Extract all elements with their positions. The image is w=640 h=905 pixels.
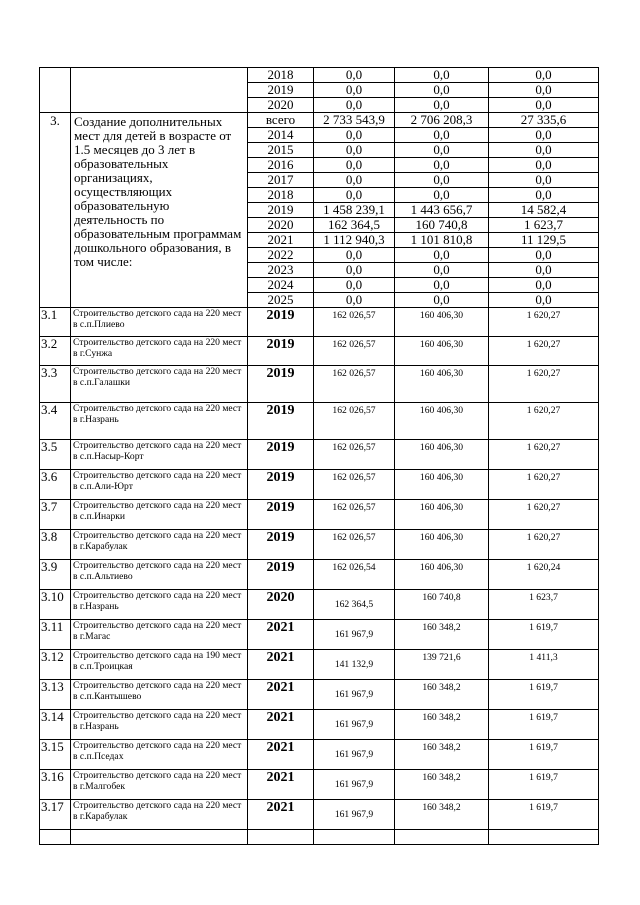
table-row	[40, 337, 599, 366]
total-cell: 0,0	[314, 128, 395, 143]
year-cell: 2024	[248, 278, 314, 293]
regional-cell: 1 620,27	[489, 337, 599, 366]
regional-cell: 1 620,27	[489, 470, 599, 500]
project-name: Строительство детского сада на 220 мест в с.п.Инарки	[71, 500, 248, 530]
regional-cell: 0,0	[489, 83, 599, 98]
total-cell: 162 026,54	[314, 560, 395, 590]
year-cell: 2019	[248, 560, 314, 590]
total-cell: 0,0	[314, 293, 395, 308]
table-row	[40, 740, 599, 770]
federal-cell: 160 406,30	[395, 500, 489, 530]
item-number: 3.6	[40, 470, 71, 500]
item-number: 3.11	[40, 620, 71, 650]
federal-cell: 160 740,8	[395, 590, 489, 620]
table-row	[40, 366, 599, 403]
total-cell: 0,0	[314, 98, 395, 113]
regional-cell: 0,0	[489, 173, 599, 188]
section-title: Создание дополнительных мест для детей в возрасте от 1.5 месяцев до 3 лет в образовательных организациях, осуществляющих образовательную деятельность по образовательным программам дошкольного образования, в том числе:	[71, 113, 248, 308]
empty-cell	[395, 830, 489, 845]
federal-cell: 160 740,8	[395, 218, 489, 233]
year-cell: 2021	[248, 770, 314, 800]
federal-cell: 0,0	[395, 278, 489, 293]
total-cell: 0,0	[314, 143, 395, 158]
item-number: 3.5	[40, 440, 71, 470]
total-cell: 161 967,9	[314, 620, 395, 650]
regional-cell: 1 619,7	[489, 620, 599, 650]
regional-cell: 0,0	[489, 263, 599, 278]
item-number: 3.1	[40, 308, 71, 337]
total-cell: 162 026,57	[314, 530, 395, 560]
total-cell: 162 026,57	[314, 337, 395, 366]
total-cell: 161 967,9	[314, 770, 395, 800]
year-cell: 2019	[248, 366, 314, 403]
federal-cell: 160 406,30	[395, 560, 489, 590]
table-row	[40, 470, 599, 500]
item-number: 3.9	[40, 560, 71, 590]
table-row	[40, 113, 599, 128]
item-number: 3.12	[40, 650, 71, 680]
empty-number-cell	[40, 68, 71, 113]
regional-cell: 0,0	[489, 293, 599, 308]
regional-cell: 0,0	[489, 248, 599, 263]
regional-cell: 1 620,27	[489, 403, 599, 440]
total-cell: 0,0	[314, 68, 395, 83]
federal-cell: 0,0	[395, 173, 489, 188]
year-cell: 2023	[248, 263, 314, 278]
federal-cell: 160 406,30	[395, 440, 489, 470]
regional-cell: 1 623,7	[489, 590, 599, 620]
year-cell: 2015	[248, 143, 314, 158]
year-cell: 2021	[248, 800, 314, 830]
project-name: Строительство детского сада на 220 мест в г.Карабулак	[71, 530, 248, 560]
year-cell: 2019	[248, 203, 314, 218]
federal-cell: 160 406,30	[395, 470, 489, 500]
project-name: Строительство детского сада на 220 мест в с.п.Галашки	[71, 366, 248, 403]
year-cell: 2018	[248, 68, 314, 83]
federal-cell: 0,0	[395, 263, 489, 278]
regional-cell: 27 335,6	[489, 113, 599, 128]
year-cell: 2020	[248, 98, 314, 113]
item-number: 3.2	[40, 337, 71, 366]
year-cell: 2021	[248, 233, 314, 248]
table-row	[40, 530, 599, 560]
table-row	[40, 800, 599, 830]
item-number: 3.8	[40, 530, 71, 560]
project-name: Строительство детского сада на 220 мест в г.Назрань	[71, 710, 248, 740]
year-cell: 2019	[248, 440, 314, 470]
total-cell: 162 026,57	[314, 440, 395, 470]
project-name: Строительство детского сада на 220 мест в с.п.Альтиево	[71, 560, 248, 590]
project-name: Строительство детского сада на 220 мест в с.п.Пседах	[71, 740, 248, 770]
federal-cell: 160 348,2	[395, 680, 489, 710]
empty-cell	[314, 830, 395, 845]
year-cell: 2016	[248, 158, 314, 173]
total-cell: 0,0	[314, 83, 395, 98]
year-cell: 2019	[248, 337, 314, 366]
regional-cell: 0,0	[489, 158, 599, 173]
regional-cell: 1 620,27	[489, 530, 599, 560]
table-row	[40, 590, 599, 620]
regional-cell: 0,0	[489, 143, 599, 158]
federal-cell: 0,0	[395, 68, 489, 83]
regional-cell: 0,0	[489, 188, 599, 203]
year-cell: 2019	[248, 308, 314, 337]
federal-cell: 160 348,2	[395, 710, 489, 740]
table-row	[40, 680, 599, 710]
federal-cell: 1 101 810,8	[395, 233, 489, 248]
total-cell: 141 132,9	[314, 650, 395, 680]
year-cell: 2019	[248, 500, 314, 530]
regional-cell: 1 619,7	[489, 740, 599, 770]
empty-cell	[489, 830, 599, 845]
regional-cell: 11 129,5	[489, 233, 599, 248]
year-cell: 2018	[248, 188, 314, 203]
item-number: 3.15	[40, 740, 71, 770]
federal-cell: 0,0	[395, 98, 489, 113]
total-cell: 1 458 239,1	[314, 203, 395, 218]
total-cell: 0,0	[314, 173, 395, 188]
regional-cell: 1 619,7	[489, 770, 599, 800]
year-cell: 2021	[248, 620, 314, 650]
year-cell: 2019	[248, 470, 314, 500]
federal-cell: 139 721,6	[395, 650, 489, 680]
project-name: Строительство детского сада на 220 мест в с.п.Али-Юрт	[71, 470, 248, 500]
regional-cell: 0,0	[489, 128, 599, 143]
empty-cell	[248, 830, 314, 845]
regional-cell: 0,0	[489, 68, 599, 83]
item-number: 3.17	[40, 800, 71, 830]
year-cell: 2019	[248, 403, 314, 440]
regional-cell: 1 623,7	[489, 218, 599, 233]
total-cell: 162 026,57	[314, 308, 395, 337]
project-name: Строительство детского сада на 220 мест в г.Назрань	[71, 403, 248, 440]
total-cell: 161 967,9	[314, 740, 395, 770]
total-cell: 161 967,9	[314, 680, 395, 710]
total-cell: 162 364,5	[314, 590, 395, 620]
project-name: Строительство детского сада на 220 мест в с.п.Кантышево	[71, 680, 248, 710]
year-cell: 2025	[248, 293, 314, 308]
project-name: Строительство детского сада на 220 мест в г.Назрань	[71, 590, 248, 620]
total-cell: 161 967,9	[314, 800, 395, 830]
regional-cell: 1 619,7	[489, 800, 599, 830]
table-row	[40, 500, 599, 530]
total-cell: 162 026,57	[314, 500, 395, 530]
year-cell: 2017	[248, 173, 314, 188]
table-row	[40, 68, 599, 83]
total-cell: 0,0	[314, 188, 395, 203]
federal-cell: 0,0	[395, 158, 489, 173]
federal-cell: 160 406,30	[395, 337, 489, 366]
total-cell: 162 026,57	[314, 366, 395, 403]
total-cell: 0,0	[314, 278, 395, 293]
total-cell: 2 733 543,9	[314, 113, 395, 128]
regional-cell: 1 620,27	[489, 440, 599, 470]
regional-cell: 1 619,7	[489, 680, 599, 710]
table-row	[40, 620, 599, 650]
item-number: 3.3	[40, 366, 71, 403]
regional-cell: 1 620,24	[489, 560, 599, 590]
table-row	[40, 710, 599, 740]
total-cell: 162 364,5	[314, 218, 395, 233]
federal-cell: 0,0	[395, 248, 489, 263]
regional-cell: 1 619,7	[489, 710, 599, 740]
federal-cell: 160 348,2	[395, 800, 489, 830]
year-cell: 2022	[248, 248, 314, 263]
empty-row	[40, 830, 599, 845]
project-name: Строительство детского сада на 220 мест в г.Карабулак	[71, 800, 248, 830]
total-cell: 1 112 940,3	[314, 233, 395, 248]
federal-cell: 2 706 208,3	[395, 113, 489, 128]
federal-cell: 160 406,30	[395, 403, 489, 440]
year-cell: 2021	[248, 650, 314, 680]
federal-cell: 160 348,2	[395, 620, 489, 650]
federal-cell: 160 406,30	[395, 308, 489, 337]
project-name: Строительство детского сада на 220 мест в с.п.Плиево	[71, 308, 248, 337]
table-row	[40, 770, 599, 800]
federal-cell: 0,0	[395, 128, 489, 143]
federal-cell: 160 348,2	[395, 740, 489, 770]
total-cell: 162 026,57	[314, 470, 395, 500]
section-number: 3.	[40, 113, 71, 308]
year-cell: всего	[248, 113, 314, 128]
item-number: 3.16	[40, 770, 71, 800]
table-row	[40, 308, 599, 337]
federal-cell: 160 406,30	[395, 530, 489, 560]
project-name: Строительство детского сада на 220 мест в г.Сунжа	[71, 337, 248, 366]
regional-cell: 1 411,3	[489, 650, 599, 680]
total-cell: 162 026,57	[314, 403, 395, 440]
regional-cell: 0,0	[489, 278, 599, 293]
year-cell: 2020	[248, 218, 314, 233]
federal-cell: 0,0	[395, 188, 489, 203]
total-cell: 0,0	[314, 263, 395, 278]
regional-cell: 1 620,27	[489, 366, 599, 403]
year-cell: 2019	[248, 530, 314, 560]
table-row	[40, 440, 599, 470]
total-cell: 161 967,9	[314, 710, 395, 740]
item-number: 3.13	[40, 680, 71, 710]
item-number: 3.7	[40, 500, 71, 530]
year-cell: 2019	[248, 83, 314, 98]
year-cell: 2021	[248, 710, 314, 740]
federal-cell: 0,0	[395, 143, 489, 158]
empty-title-cell	[71, 68, 248, 113]
total-cell: 0,0	[314, 158, 395, 173]
table-row	[40, 403, 599, 440]
item-number: 3.10	[40, 590, 71, 620]
regional-cell: 0,0	[489, 98, 599, 113]
federal-cell: 1 443 656,7	[395, 203, 489, 218]
item-number: 3.4	[40, 403, 71, 440]
empty-cell	[40, 830, 71, 845]
year-cell: 2020	[248, 590, 314, 620]
regional-cell: 1 620,27	[489, 500, 599, 530]
federal-cell: 160 348,2	[395, 770, 489, 800]
funding-table	[39, 67, 599, 845]
federal-cell: 0,0	[395, 83, 489, 98]
project-name: Строительство детского сада на 220 мест в с.п.Насыр-Корт	[71, 440, 248, 470]
project-name: Строительство детского сада на 190 мест в с.п.Троицкая	[71, 650, 248, 680]
total-cell: 0,0	[314, 248, 395, 263]
table-row	[40, 560, 599, 590]
year-cell: 2021	[248, 740, 314, 770]
year-cell: 2021	[248, 680, 314, 710]
empty-cell	[71, 830, 248, 845]
year-cell: 2014	[248, 128, 314, 143]
federal-cell: 160 406,30	[395, 366, 489, 403]
item-number: 3.14	[40, 710, 71, 740]
regional-cell: 14 582,4	[489, 203, 599, 218]
project-name: Строительство детского сада на 220 мест в г.Малгобек	[71, 770, 248, 800]
funding-table-body	[40, 68, 599, 845]
regional-cell: 1 620,27	[489, 308, 599, 337]
table-row	[40, 650, 599, 680]
project-name: Строительство детского сада на 220 мест в г.Магас	[71, 620, 248, 650]
federal-cell: 0,0	[395, 293, 489, 308]
